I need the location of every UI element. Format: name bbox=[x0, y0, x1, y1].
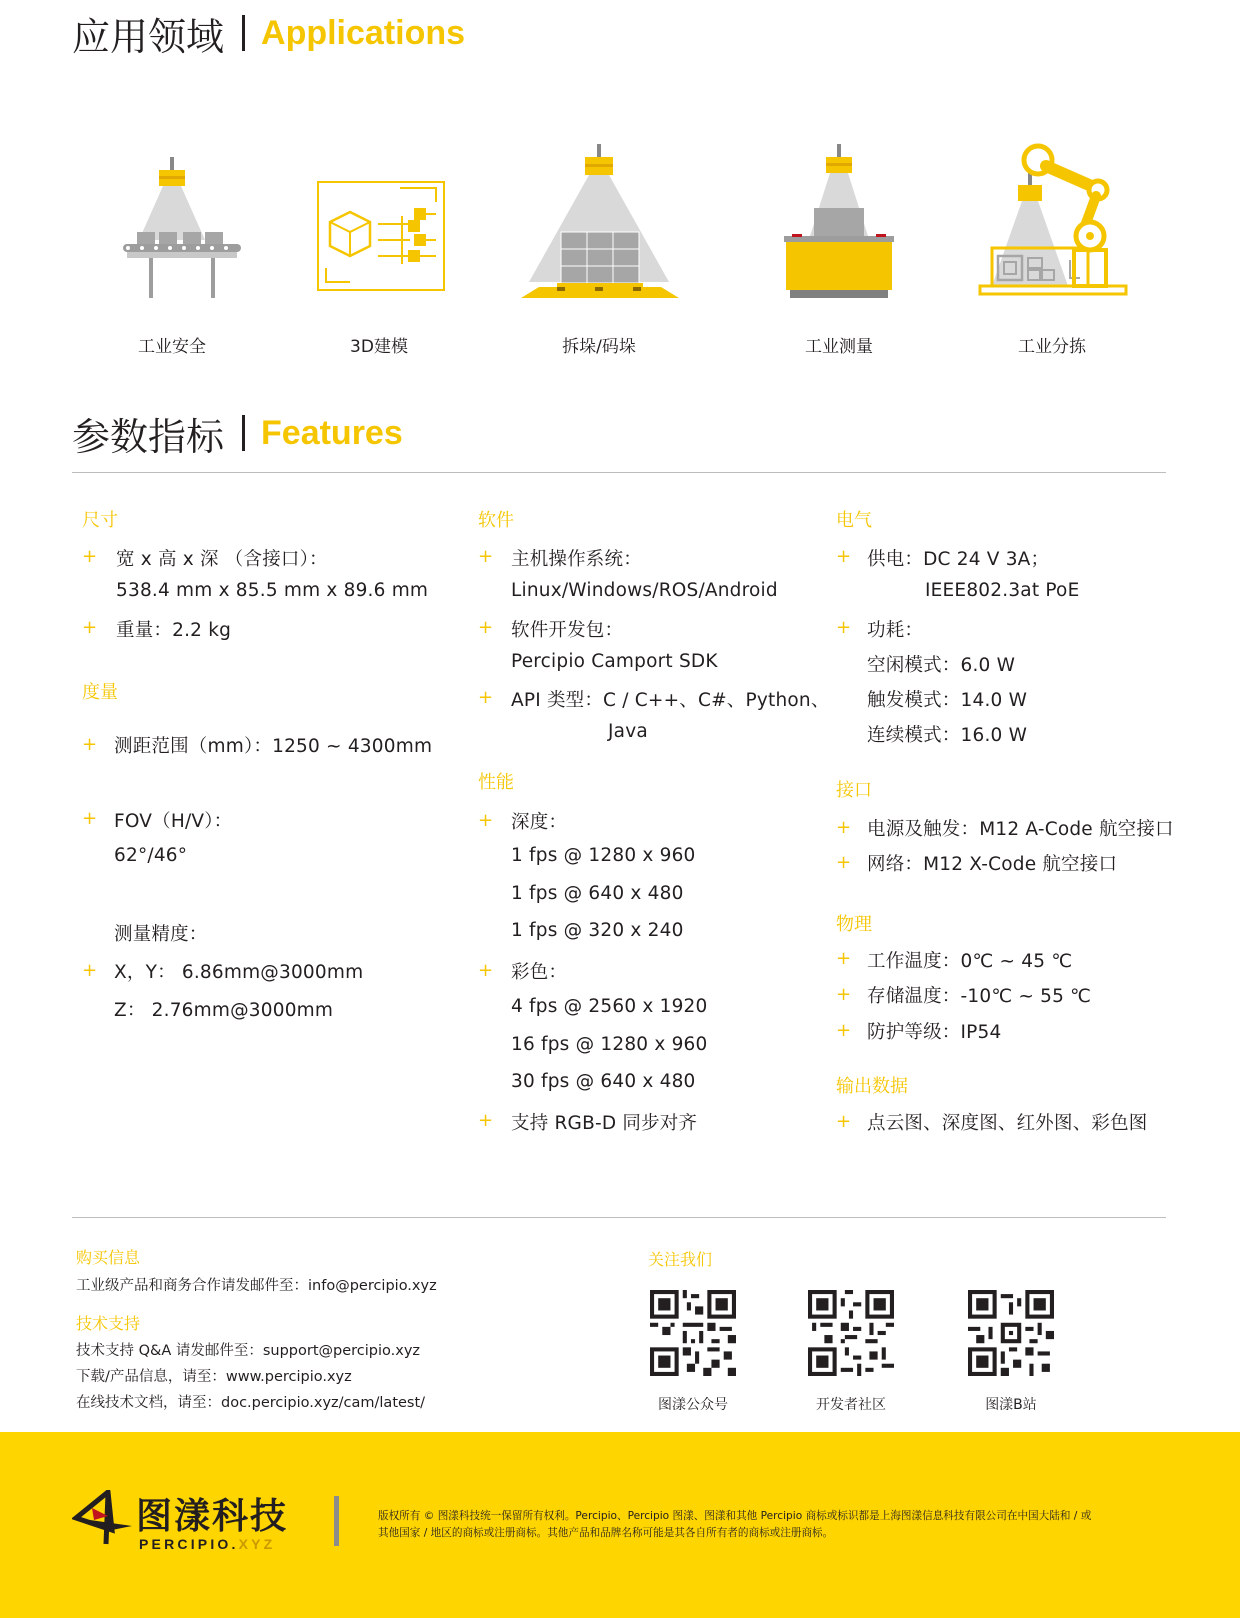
copyright-line: 版权所有 © 图漾科技统一保留所有权利。Percipio、Percipio 图漾、图漾和其他 Percipio 商标或标识都是上海图漾信息科技有限公司在中国大陆和 / 或 bbox=[378, 1510, 1092, 1522]
plus-icon: + bbox=[836, 984, 852, 1005]
depth-label: 深度： bbox=[511, 812, 568, 833]
applications-title-cn: 应用领域 bbox=[72, 14, 225, 59]
trigger-power: 触发模式：14.0 W bbox=[867, 690, 1028, 711]
applications-title bbox=[72, 8, 465, 58]
application-item bbox=[739, 140, 939, 370]
rgbd-sync: 支持 RGB-D 同步对齐 bbox=[511, 1113, 698, 1134]
application-label: 工业测量 bbox=[805, 337, 873, 357]
plus-icon: + bbox=[836, 1020, 852, 1041]
plus-icon: + bbox=[478, 960, 494, 981]
robot-arm-sorting-icon bbox=[972, 140, 1132, 310]
plus-icon: + bbox=[478, 1110, 494, 1131]
plus-icon: + bbox=[478, 810, 494, 831]
footer-divider bbox=[334, 1496, 339, 1546]
accuracy-label: 测量精度： bbox=[114, 924, 208, 945]
features-title-cn: 参数指标 bbox=[72, 414, 225, 459]
follow-heading: 关注我们 bbox=[648, 1250, 713, 1269]
plus-icon: + bbox=[478, 617, 494, 638]
sdk-label: 软件开发包： bbox=[511, 620, 624, 641]
qr-code-icon[interactable] bbox=[808, 1290, 894, 1376]
power-poe: IEEE802.3at PoE bbox=[925, 580, 1080, 601]
electrical-heading: 电气 bbox=[836, 510, 872, 531]
depth-mode: 1 fps @ 320 x 240 bbox=[511, 920, 684, 941]
plus-icon: + bbox=[836, 546, 852, 567]
storage-temp: 存储温度：-10℃ ~ 55 ℃ bbox=[867, 986, 1092, 1007]
dims-label: 宽 x 高 x 深 （含接口）： bbox=[116, 549, 328, 570]
qr-label: 图漾公众号 bbox=[658, 1397, 728, 1413]
plus-icon: + bbox=[82, 546, 98, 567]
continuous-power: 连续模式：16.0 W bbox=[867, 725, 1028, 746]
fov-value: 62°/46° bbox=[114, 845, 188, 866]
application-item bbox=[952, 140, 1152, 370]
plus-icon: + bbox=[82, 808, 98, 829]
software-heading: 软件 bbox=[478, 510, 514, 531]
consumption-label: 功耗： bbox=[867, 620, 924, 641]
dims-value: 538.4 mm x 85.5 mm x 89.6 mm bbox=[116, 580, 429, 601]
application-label: 工业安全 bbox=[138, 337, 206, 357]
operating-temp: 工作温度：0℃ ~ 45 ℃ bbox=[867, 951, 1073, 972]
support-line: 下载/产品信息，请至：www.percipio.xyz bbox=[76, 1369, 352, 1385]
performance-heading: 性能 bbox=[478, 772, 514, 793]
fov-label: FOV（H/V）： bbox=[114, 811, 233, 832]
features-title bbox=[72, 408, 403, 458]
applications-list bbox=[72, 140, 1162, 370]
depth-mode: 1 fps @ 1280 x 960 bbox=[511, 845, 696, 866]
os-label: 主机操作系统： bbox=[511, 549, 642, 570]
color-mode: 30 fps @ 640 x 480 bbox=[511, 1071, 696, 1092]
application-label: 工业分拣 bbox=[1018, 337, 1086, 357]
color-mode: 16 fps @ 1280 x 960 bbox=[511, 1034, 708, 1055]
measure-heading: 度量 bbox=[82, 682, 118, 703]
logo-en-xyz: XYZ bbox=[238, 1536, 276, 1552]
footer-band bbox=[0, 1432, 1240, 1618]
support-line: 技术支持 Q&A 请发邮件至：support@percipio.xyz bbox=[76, 1343, 421, 1359]
api-value: Java bbox=[608, 721, 648, 742]
power-trigger-port: 电源及触发：M12 A-Code 航空接口 bbox=[867, 819, 1174, 840]
plus-icon: + bbox=[836, 948, 852, 969]
color-label: 彩色： bbox=[511, 962, 568, 983]
application-label: 3D建模 bbox=[350, 337, 408, 357]
percipio-logo-icon bbox=[72, 1490, 134, 1546]
application-item bbox=[72, 140, 272, 370]
application-label: 拆垛/码垛 bbox=[562, 337, 636, 357]
api-label: API 类型：C / C++、C#、Python、 bbox=[511, 690, 830, 711]
purchase-heading: 购买信息 bbox=[76, 1248, 141, 1267]
support-heading: 技术支持 bbox=[76, 1314, 141, 1333]
accuracy-z: Z： 2.76mm@3000mm bbox=[114, 1000, 334, 1021]
divider-line bbox=[72, 472, 1166, 473]
output-heading: 输出数据 bbox=[836, 1076, 908, 1097]
power-supply: 供电：DC 24 V 3A； bbox=[867, 549, 1050, 570]
depth-mode: 1 fps @ 640 x 480 bbox=[511, 883, 684, 904]
application-item bbox=[499, 140, 699, 370]
copyright-text bbox=[378, 1508, 1118, 1542]
output-types: 点云图、深度图、红外图、彩色图 bbox=[867, 1113, 1148, 1134]
weight: 重量：2.2 kg bbox=[116, 620, 232, 641]
logo-text-en bbox=[139, 1536, 275, 1552]
qr-code-icon[interactable] bbox=[968, 1290, 1054, 1376]
logo-en-main: PERCIPIO. bbox=[139, 1536, 239, 1552]
cube-model-icon bbox=[304, 140, 454, 310]
idle-power: 空闲模式：6.0 W bbox=[867, 655, 1016, 676]
plus-icon: + bbox=[478, 546, 494, 567]
qr-label: 开发者社区 bbox=[816, 1397, 886, 1413]
plus-icon: + bbox=[836, 852, 852, 873]
sdk-value: Percipio Camport SDK bbox=[511, 651, 718, 672]
os-value: Linux/Windows/ROS/Android bbox=[511, 580, 778, 601]
application-item bbox=[279, 140, 479, 370]
plus-icon: + bbox=[82, 734, 98, 755]
physical-heading: 物理 bbox=[836, 914, 872, 935]
plus-icon: + bbox=[478, 687, 494, 708]
protection-rating: 防护等级：IP54 bbox=[867, 1022, 1002, 1043]
plus-icon: + bbox=[836, 1111, 852, 1132]
title-divider bbox=[242, 415, 245, 451]
applications-title-en: Applications bbox=[261, 13, 466, 52]
palletizing-icon bbox=[509, 140, 689, 310]
title-divider bbox=[242, 15, 245, 51]
interface-heading: 接口 bbox=[836, 780, 872, 801]
measurement-icon bbox=[764, 140, 914, 310]
plus-icon: + bbox=[836, 617, 852, 638]
logo-text-cn: 图漾科技 bbox=[136, 1496, 289, 1537]
size-heading: 尺寸 bbox=[82, 510, 118, 531]
conveyor-camera-icon bbox=[97, 140, 247, 310]
copyright-line: 其他国家 / 地区的商标或注册商标。其他产品和品牌名称可能是其各自所有者的商标或注册商标。 bbox=[378, 1527, 834, 1539]
qr-label: 图漾B站 bbox=[985, 1397, 1037, 1413]
features-title-en: Features bbox=[261, 413, 403, 452]
plus-icon: + bbox=[836, 817, 852, 838]
range: 测距范围（mm）：1250 ~ 4300mm bbox=[114, 736, 433, 757]
color-mode: 4 fps @ 2560 x 1920 bbox=[511, 996, 708, 1017]
plus-icon: + bbox=[82, 617, 98, 638]
plus-icon: + bbox=[82, 960, 98, 981]
purchase-text: 工业级产品和商务合作请发邮件至：info@percipio.xyz bbox=[76, 1278, 437, 1294]
divider-line bbox=[72, 1217, 1166, 1218]
network-port: 网络：M12 X-Code 航空接口 bbox=[867, 854, 1118, 875]
accuracy-xy: X，Y： 6.86mm@3000mm bbox=[114, 962, 364, 983]
support-line: 在线技术文档，请至：doc.percipio.xyz/cam/latest/ bbox=[76, 1395, 426, 1411]
qr-code-icon[interactable] bbox=[650, 1290, 736, 1376]
